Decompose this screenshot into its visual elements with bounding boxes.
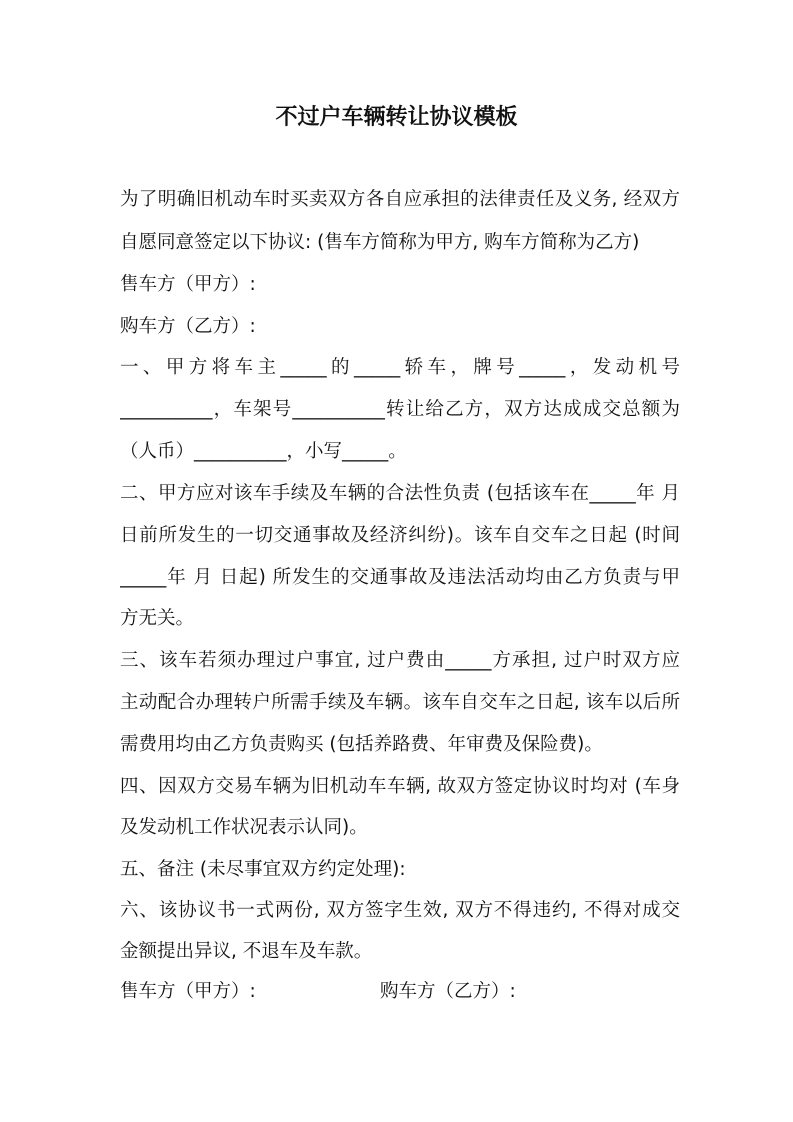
paragraph-line: 自愿同意签定以下协议: (售车方简称为甲方, 购车方简称为乙方)	[120, 232, 640, 253]
seller-signature-label: 售车方（甲方）:	[120, 981, 256, 1002]
clause-3-line: 主动配合办理转户所需手续及车辆。该车自交车之日起, 该车以后所	[120, 692, 680, 713]
buyer-signature-label: 购车方（乙方）:	[380, 981, 516, 1002]
clause-3-line: 三、该车若须办理过户事宜, 过户费由_____方承担, 过户时双方应	[120, 650, 680, 671]
document-title: 不过户车辆转让协议模板	[275, 105, 518, 130]
clause-2-line: 方无关。	[120, 608, 195, 629]
clause-4-line: 及发动机工作状况表示认同)。	[120, 817, 368, 838]
clause-6-line: 金额提出异议, 不退车及车款。	[120, 941, 373, 962]
clause-2-line: 日前所发生的一切交通事故及经济纠纷)。该车自交车之日起 (时间	[120, 525, 680, 546]
paragraph-line: 为了明确旧机动车时买卖双方各自应承担的法律责任及义务, 经双方	[120, 189, 680, 210]
clause-3-line: 需费用均由乙方负责购买 (包括养路费、年审费及保险费)。	[120, 734, 603, 755]
seller-label: 售车方（甲方）:	[120, 274, 256, 295]
clause-1-line: （人币）__________，小写_____。	[120, 441, 407, 462]
clause-1-line: 一、甲方将车主_____的_____轿车，牌号_____，发动机号	[120, 357, 680, 378]
clause-4-line: 四、因双方交易车辆为旧机动车车辆, 故双方签定协议时均对 (车身	[120, 776, 680, 797]
clause-5-line: 五、备注 (未尽事宜双方约定处理):	[120, 859, 406, 880]
buyer-label: 购车方（乙方）:	[120, 316, 256, 337]
clause-2-line: _____年 月 日起) 所发生的交通事故及违法活动均由乙方负责与甲	[120, 567, 680, 588]
clause-2-line: 二、甲方应对该车手续及车辆的合法性负责 (包括该车在_____年 月	[120, 483, 680, 504]
clause-1-line: __________，车架号__________转让给乙方，双方达成成交总额为	[120, 399, 680, 420]
clause-6-line: 六、该协议书一式两份, 双方签字生效, 双方不得违约, 不得对成交	[120, 900, 680, 921]
